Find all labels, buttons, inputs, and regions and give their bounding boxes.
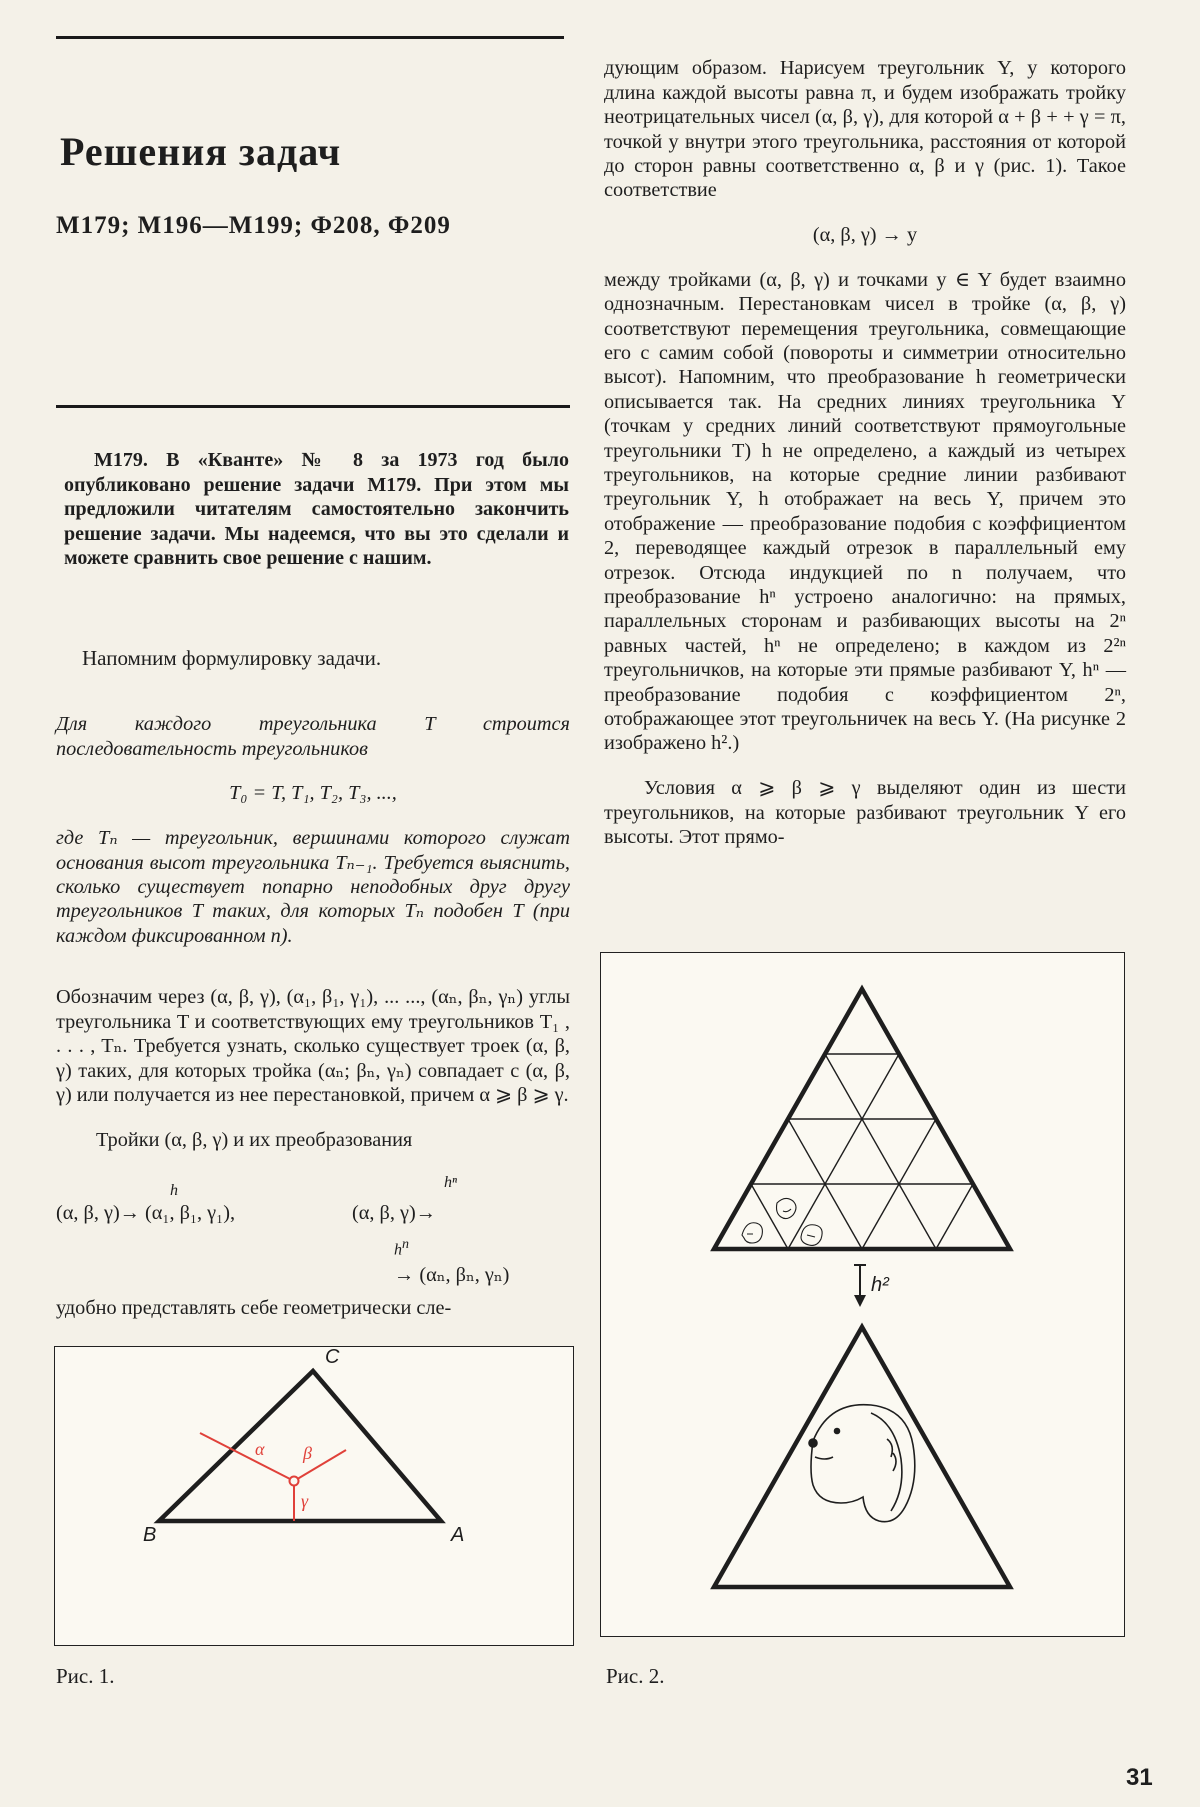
right-column: [604, 36, 1126, 870]
mapping-line-1a: (α, β, γ)→ (α₁, β₁, γ₁),: [56, 1202, 236, 1224]
vertex-c-label: C: [325, 1347, 340, 1368]
problem-line-2: где Tₙ — треугольник, вершинами которого служат основания высот треугольника Tₙ₋₁. Требуется выяснить, сколько существует попарно неподобных друг другу треугольников T таких, для которых Tₙ подобен T (при каждом фиксированном n).: [56, 827, 570, 947]
dog-mouth: [815, 1457, 833, 1459]
grid-d1-3: [936, 1184, 973, 1249]
triangle-y: [159, 1371, 441, 1521]
figure-1-drawing: [55, 1347, 573, 1645]
subdivided-triangle: [714, 989, 1010, 1249]
recall-line: Напомним формулировку задачи.: [82, 646, 382, 670]
small-dog-head-3: [801, 1225, 822, 1246]
h-squared-arrow: [854, 1265, 890, 1307]
mapping-h-label: h: [170, 1182, 178, 1199]
mapping-formula: [56, 1174, 570, 1302]
top-rule: [56, 36, 564, 39]
grid-d1-1: [788, 1054, 899, 1249]
mapping-hn-label: hⁿ: [444, 1174, 458, 1191]
page-title: Решения задач: [60, 129, 342, 174]
right-paragraph-3: Условия α ⩾ β ⩾ γ выделяют один из шести треугольников, на которые разбивают треугольник Y его высоты. Этот прямо-: [604, 777, 1126, 848]
perp-beta: [294, 1450, 346, 1481]
dog-head-icon: [809, 1405, 915, 1522]
right-paragraph-2: между тройками (α, β, γ) и точками y ∈ Y будет взаимно однозначным. Перестановкам чисел в тройке (α, β, γ) соответствуют перемещения треугольника, совмещающие его с самим собой (повороты и симметрии относительно высот). Напомним, что преобразование h геометрически описывается так. На средних линиях треугольника Y (точкам y средних линий соответствуют прямоугольные треугольники T) h не определено, а каждый из четырех треугольников, на которые средние линии разбивают треугольник Y, h отображает на весь Y, причем это отображение — преобразование подобия с коэффициентом 2, переводящее каждый отрезок в параллельный ему отрезок. Отсюда индукцией по n получаем, что преобразование hⁿ устроено аналогично: на прямых, параллельных сторонам и разбивающих высоты на 2ⁿ равных частей, hⁿ не определено; в каждом из 2²ⁿ треугольничков, на которые эти прямые разбивают Y, hⁿ — преобразование подобия с коэффициентом 2ⁿ, отображающее этот треугольничек на весь Y. (На рисунке 2 изображено h².): [604, 268, 1126, 755]
gamma-label: γ: [301, 1491, 309, 1511]
arrow-head: [854, 1295, 866, 1307]
intro-paragraph: М179. В «Кванте» № 8 за 1973 год было опубликовано решение задачи М179. При этом мы предложили читателям самостоятельно закончить решение задачи. Мы надеемся, что вы это сделали и можете сравнить свое решение с нашим.: [64, 449, 569, 570]
small-dog-head-1: [742, 1223, 762, 1243]
dog-nose: [809, 1439, 817, 1447]
page-subtitle: М179; М196—М199; Ф208, Ф209: [56, 212, 451, 239]
dog-fur-lines: [887, 1439, 896, 1471]
vertex-b-label: B: [143, 1524, 157, 1546]
page-number: 31: [1126, 1764, 1153, 1791]
alpha-label: α: [255, 1439, 265, 1459]
left-body: [56, 965, 570, 1172]
right-paragraph-1: дующим образом. Нарисуем треугольник Y, у которого длина каждой высоты равна π, и будем изображать тройку неотрицательных чисел (α, β, γ), для которой α + β + + γ = π, точкой y внутри этого треугольника, расстояния от которой до сторон равны соответственно α, β и γ (рис. 1). Такое соответствие: [604, 57, 1126, 202]
perp-alpha: [200, 1433, 294, 1481]
mapping-line-2: → (αₙ, βₙ, γₙ): [394, 1264, 510, 1286]
problem-sequence: T₀ = T, T₁, T₂, T₃, ...,: [229, 782, 397, 805]
problem-line-1: Для каждого треугольника T строится последовательность треугольников: [56, 713, 570, 760]
grid-d2-1: [825, 1054, 936, 1249]
problem-statement: [56, 692, 570, 968]
left-tail-line: удобно представлять себе геометрически сле-: [56, 1297, 452, 1319]
left-paragraph-2: Тройки (α, β, γ) и их преобразования: [96, 1128, 413, 1151]
section-rule: [56, 405, 570, 408]
dog-ear: [871, 1413, 902, 1511]
beta-label: β: [303, 1443, 312, 1463]
mapping-line-1b: (α, β, γ)→: [352, 1202, 436, 1224]
vertex-a-label: A: [451, 1524, 465, 1546]
mapping-h-label-2: $h^n$: [394, 1237, 409, 1259]
left-paragraph-1: Обозначим через (α, β, γ), (α₁, β₁, γ₁), ... ..., (αₙ, βₙ, γₙ) углы треугольника T и соответствующих ему треугольников T₁ , . . . , Tₙ. Требуется узнать, сколько существует троек (α, β, γ) таких, для которых тройка (αₙ; βₙ, γₙ) совпадает с (α, β, γ) или получается из нее перестановкой, причем α ⩾ β ⩾ γ.: [56, 986, 570, 1106]
figure-2: [600, 952, 1125, 1637]
figure-1: [54, 1346, 574, 1646]
right-formula: (α, β, γ) → y: [812, 224, 918, 247]
small-dog-head-2: [777, 1198, 797, 1218]
grid-d2-3: [751, 1184, 788, 1249]
figure-1-caption: Рис. 1.: [56, 1664, 115, 1688]
point-y: [290, 1477, 299, 1486]
mapping-sup-n: n: [402, 1237, 409, 1252]
figure-2-caption: Рис. 2.: [606, 1664, 665, 1688]
figure-2-drawing: [601, 953, 1124, 1636]
dog-eye: [835, 1429, 840, 1434]
dog-head-outline: [811, 1405, 915, 1522]
arrow-label: h²: [871, 1274, 889, 1296]
image-triangle: [714, 1327, 1010, 1587]
